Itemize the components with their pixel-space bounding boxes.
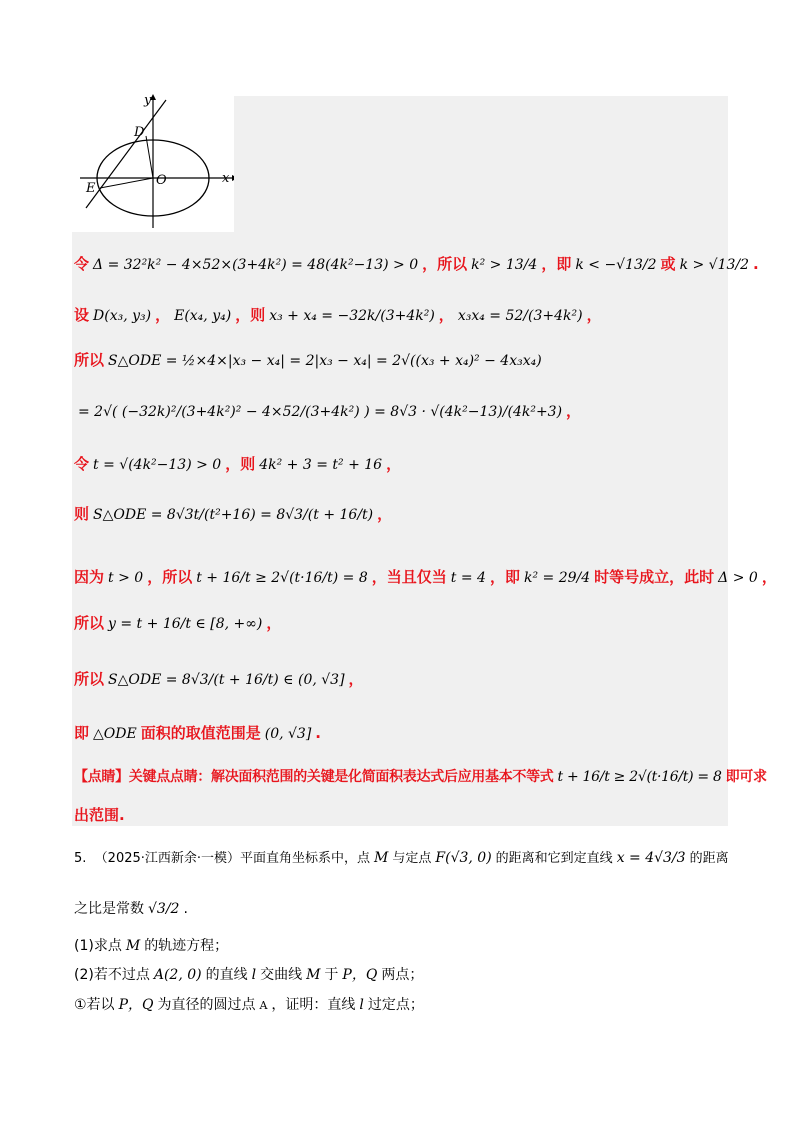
text: ， [566, 402, 582, 420]
text: 之比是常数 [74, 901, 144, 917]
text: ， [266, 614, 282, 632]
text: 则 [74, 505, 90, 523]
math-discriminant: Δ = 32²k² − 4×52×(3+4k²) = 48(4k²−13) > 0 [93, 257, 419, 273]
math: k² = 29/4 [523, 570, 591, 586]
text: 即可求 [725, 769, 767, 785]
problem-5-part-2 [74, 964, 423, 984]
math: 4k² + 3 = t² + 16 [259, 457, 383, 473]
solution-line-7 [74, 566, 777, 587]
math: t = √(4k²−13) > 0 [93, 457, 222, 473]
text: 面积的取值范围是 [140, 724, 261, 742]
math: y = t + 16/t ∈ [8, +∞) [108, 616, 263, 632]
text: ，则 [225, 455, 256, 473]
solution-line-4 [74, 400, 581, 421]
math: √3/2 [148, 901, 180, 917]
text: 出范围. [74, 806, 125, 824]
x-axis-arrow [232, 175, 234, 181]
text: 令 [74, 255, 90, 273]
text: ，所以 [147, 568, 193, 586]
text: 时等号成立，此时 [594, 568, 715, 586]
math: t > 0 [108, 570, 144, 586]
key-point-line [74, 766, 767, 786]
text: （2025·江西新余·一模）平面直角坐标系中，点 [94, 851, 371, 866]
math: △ODE [93, 726, 137, 742]
ellipse-diagram [72, 92, 234, 232]
solution-line-8 [74, 612, 281, 633]
key-point-text: 【点睛】关键点点睛：解决面积范围的关键是化简面积表达式后应用基本不等式 [74, 769, 554, 785]
math: F(√3, 0) [435, 850, 492, 866]
text: 即 [74, 724, 90, 742]
math: A [259, 999, 268, 1012]
text: ，证明：直线 [271, 997, 356, 1013]
math: S△ODE = 8√3t/(t²+16) = 8√3/(t + 16/t) [93, 507, 374, 523]
math: E(x₄, y₄) [174, 308, 232, 324]
math: M [374, 850, 389, 866]
label-x: x [222, 171, 230, 186]
text: 过定点； [367, 997, 424, 1013]
math-area: S△ODE = ½×4×|x₃ − x₄| = 2|x₃ − x₄| = 2√((x₃ + x₄)² − 4x₃x₄) [108, 353, 542, 369]
solution-line-1 [74, 253, 759, 274]
solution-line-10 [74, 722, 321, 743]
math: k > √13/2 [679, 257, 750, 273]
text: 令 [74, 455, 90, 473]
line-l [86, 100, 166, 208]
text: 所以 [74, 670, 105, 688]
text: 的轨迹方程； [144, 938, 229, 954]
text: 与定点 [392, 851, 432, 866]
text: ， [386, 455, 402, 473]
text: ，即 [489, 568, 520, 586]
text: ， [438, 306, 454, 324]
math: l [251, 967, 257, 983]
text: 设 [74, 306, 90, 324]
text: 的距离 [689, 851, 729, 866]
math: P，Q [118, 997, 154, 1013]
text: . [753, 255, 759, 273]
segment-od [146, 136, 153, 178]
text: ，所以 [422, 255, 468, 273]
solution-line-9 [74, 668, 364, 689]
text: 的直线 [205, 967, 248, 983]
text: (2)若不过点 [74, 967, 150, 983]
math: k² > 13/4 [471, 257, 538, 273]
problem-5-line-2 [74, 898, 188, 918]
label-d: D [134, 125, 145, 140]
text: 因为 [74, 568, 105, 586]
math: l [359, 997, 364, 1013]
math: Δ > 0 [718, 570, 758, 586]
problem-number: 5. [74, 851, 87, 866]
text: 所以 [74, 351, 105, 369]
text: 的距离和它到定直线 [495, 851, 613, 866]
math: t + 16/t ≥ 2√(t·16/t) = 8 [196, 570, 368, 586]
label-y: y [144, 93, 152, 108]
label-e: E [86, 181, 96, 196]
math: t + 16/t ≥ 2√(t·16/t) = 8 [557, 769, 722, 785]
text: 两点； [381, 967, 424, 983]
text: ， [348, 670, 364, 688]
text: ， [761, 568, 777, 586]
text: . [183, 901, 188, 917]
text: 所以 [74, 614, 105, 632]
math: x₃x₄ = 52/(3+4k²) [457, 308, 583, 324]
problem-5-part-2-sub-1 [74, 994, 424, 1014]
math: t = 4 [450, 570, 486, 586]
problem-5-part-1 [74, 935, 228, 955]
label-o: O [156, 173, 167, 188]
solution-line-3 [74, 349, 546, 370]
text: (1)求点 [74, 938, 122, 954]
text: ， [586, 306, 602, 324]
text: 为直径的圆过点 [157, 997, 256, 1013]
text: ，即 [541, 255, 572, 273]
math: = 2√( (−32k)²/(3+4k²)² − 4×52/(3+4k²) ) = 8√3 · √(4k²−13)/(4k²+3) [78, 404, 563, 420]
math: M [125, 938, 141, 954]
ellipse-figure [72, 92, 234, 232]
text: ， [377, 505, 393, 523]
math: D(x₃, y₃) [93, 308, 152, 324]
text: 于 [324, 967, 339, 983]
math: k < −√13/2 [575, 257, 657, 273]
text: 或 [660, 255, 676, 273]
key-point-line-2 [74, 804, 125, 825]
math: A(2, 0) [153, 967, 202, 983]
problem-5-header [74, 847, 729, 866]
math: P，Q [342, 967, 378, 983]
text: ，则 [235, 306, 266, 324]
text: ，当且仅当 [371, 568, 447, 586]
solution-line-6 [74, 503, 392, 524]
math: M [306, 967, 321, 983]
math: S△ODE = 8√3/(t + 16/t) ∈ (0, √3] [108, 672, 345, 688]
math: (0, √3] [264, 726, 312, 742]
text: ①若以 [74, 997, 115, 1013]
solution-line-5 [74, 453, 401, 474]
text: . [315, 724, 321, 742]
math: x₃ + x₄ = −32k/(3+4k²) [269, 308, 435, 324]
text: 交曲线 [260, 967, 303, 983]
solution-line-2 [74, 304, 602, 325]
math: x = 4√3/3 [616, 850, 686, 866]
text: ， [155, 306, 171, 324]
segment-oe [100, 178, 153, 188]
